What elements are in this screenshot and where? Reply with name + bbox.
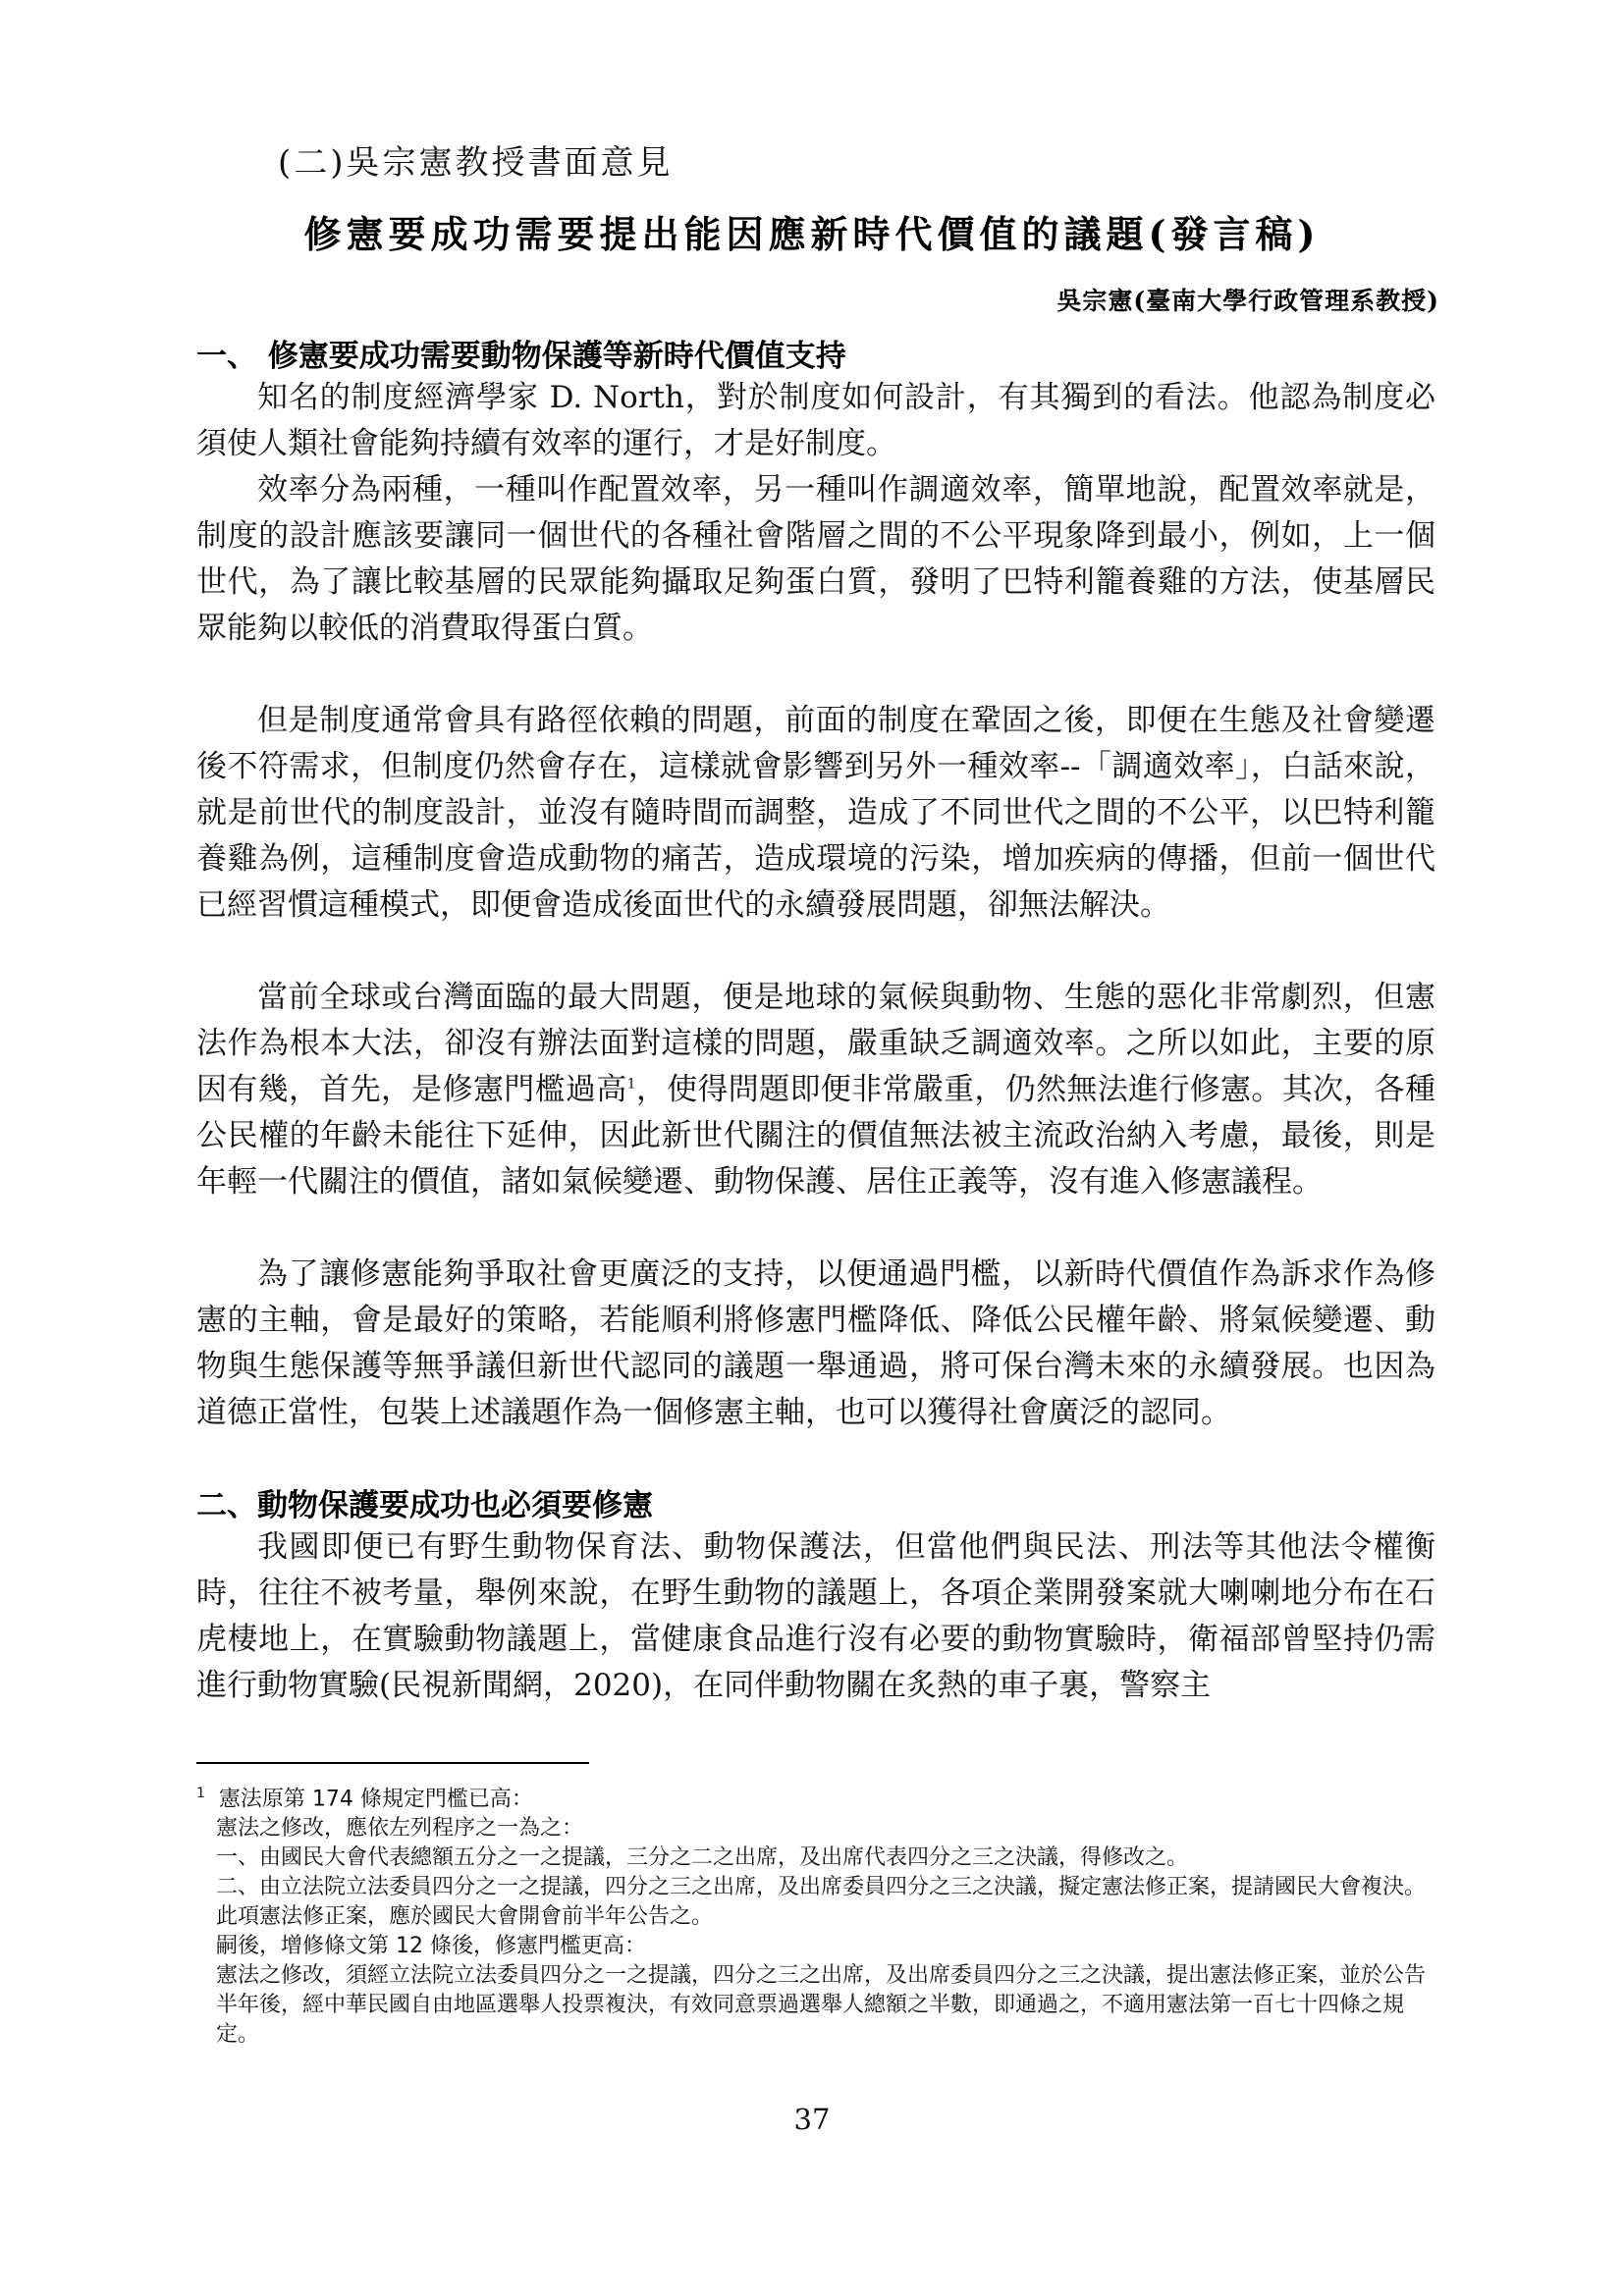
footnote-number: 1 bbox=[196, 1786, 205, 1801]
paragraph-1-5: 為了讓修憲能夠爭取社會更廣泛的支持，以便通過門檻，以新時代價值作為訴求作為修憲的主軸，會是最好的策略，若能順利將修憲門檻降低、降低公民權年齡、將氣候變遷、動物與生態保護等無爭議但新世代認同的議題一舉通過，將可保台灣未來的永續發展。也因為道德正當性，包裝上述議題作為一個修憲主軸，也可以獲得社會廣泛的認同。 bbox=[196, 1256, 1435, 1430]
footnote-line: 嗣後，增修條文第 12 條後，修憲門檻更高： bbox=[216, 1934, 646, 1959]
page-number: 37 bbox=[793, 2103, 831, 2136]
paragraph-1-1: 知名的制度經濟學家 D. North，對於制度如何設計，有其獨到的看法。他認為制度必須使人類社會能夠持續有效率的運行，才是好制度。 bbox=[196, 380, 1435, 461]
footnote-line: 二、由立法院立法委員四分之一之提議，四分之三之出席，及出席委員四分之三之決議，擬定憲法修正案，提請國民大會複決。此項憲法修正案，應於國民大會開會前半年公告之。 bbox=[216, 1875, 1427, 1930]
paragraph-1-2: 效率分為兩種，一種叫作配置效率，另一種叫作調適效率，簡單地說，配置效率就是，制度的設計應該要讓同一個世代的各種社會階層之間的不公平現象降到最小，例如，上一個世代，為了讓比較基層的民眾能夠攝取足夠蛋白質，發明了巴特利籠養雞的方法，使基層民眾能夠以較低的消費取得蛋白質。 bbox=[196, 472, 1435, 646]
paragraph-1-3: 但是制度通常會具有路徑依賴的問題，前面的制度在鞏固之後，即便在生態及社會變遷後不符需求，但制度仍然會存在，這樣就會影響到另外一種效率--「調適效率」，白話來說，就是前世代的制度設計，並沒有隨時間而調整，造成了不同世代之間的不公平，以巴特利籠養雞為例，這種制度會造成動物的痛苦，造成環境的污染，增加疾病的傳播，但前一個世代已經習慣這種模式，即便會造成後面世代的永續發展問題，卻無法解決。 bbox=[196, 703, 1435, 923]
author-line: 吳宗憲(臺南大學行政管理系教授) bbox=[1056, 287, 1439, 315]
footnote-line: 憲法之修改，應依左列程序之一為之： bbox=[216, 1816, 584, 1842]
section-heading-2: 二、動物保護要成功也必須要修憲 bbox=[196, 1488, 653, 1523]
footnote-line: 一、由國民大會代表總額五分之一之提議，三分之二之出席，及出席代表四分之三之決議，得修改之。 bbox=[216, 1845, 1189, 1871]
section-label: (二)吳宗憲教授書面意見 bbox=[278, 143, 674, 183]
paragraph-1-4-part-a: 當前全球或台灣面臨的最大問題，便是地球的氣候與動物、生態的惡化非常劇烈，但憲法作為根本大法，卻沒有辦法面對這樣的問題，嚴重缺乏調適效率。之所以如此，主要的原因有幾，首先，是修憲門檻過高 bbox=[196, 980, 1435, 1107]
paragraph-2-1: 我國即便已有野生動物保育法、動物保護法，但當他們與民法、刑法等其他法令權衡時，往往不被考量，舉例來說，在野生動物的議題上，各項企業開發案就大喇喇地分布在石虎棲地上，在實驗動物議題上，當健康食品進行沒有必要的動物實驗時，衛福部曾堅持仍需進行動物實驗(民視新聞網，2020)，在同伴動物關在炙熱的車子裏，警察主 bbox=[196, 1529, 1435, 1703]
section-heading-1: 一、 修憲要成功需要動物保護等新時代價值支持 bbox=[196, 339, 846, 374]
footnote bbox=[196, 1779, 1435, 2050]
paragraph-1-4-part-b: ，使得問題即便非常嚴重，仍然無法進行修憲。其次，各種公民權的年齡未能往下延伸，因此新世代關注的價值無法被主流政治納入考慮，最後，則是年輕一代關注的價值，諸如氣候變遷、動物保護、居住正義等，沒有進入修憲議程。 bbox=[196, 1072, 1435, 1200]
page-title: 修憲要成功需要提出能因應新時代價值的議題(發言稿) bbox=[303, 212, 1321, 256]
footnote-line: $^1$ 憲法原第 174 條規定門檻已高： bbox=[196, 1786, 533, 1812]
paragraph-1-4 bbox=[196, 975, 1435, 1205]
footnote-marker: 1 bbox=[626, 1076, 636, 1093]
footnote-line: 憲法之修改，須經立法院立法委員四分之一之提議，四分之三之出席，及出席委員四分之三之決議，提出憲法修正案，並於公告半年後，經中華民國自由地區選舉人投票複決，有效同意票過選舉人總額之半數，即通過之，不適用憲法第一百七十四條之規定。 bbox=[216, 1963, 1427, 2048]
footnote-separator bbox=[196, 1762, 589, 1764]
